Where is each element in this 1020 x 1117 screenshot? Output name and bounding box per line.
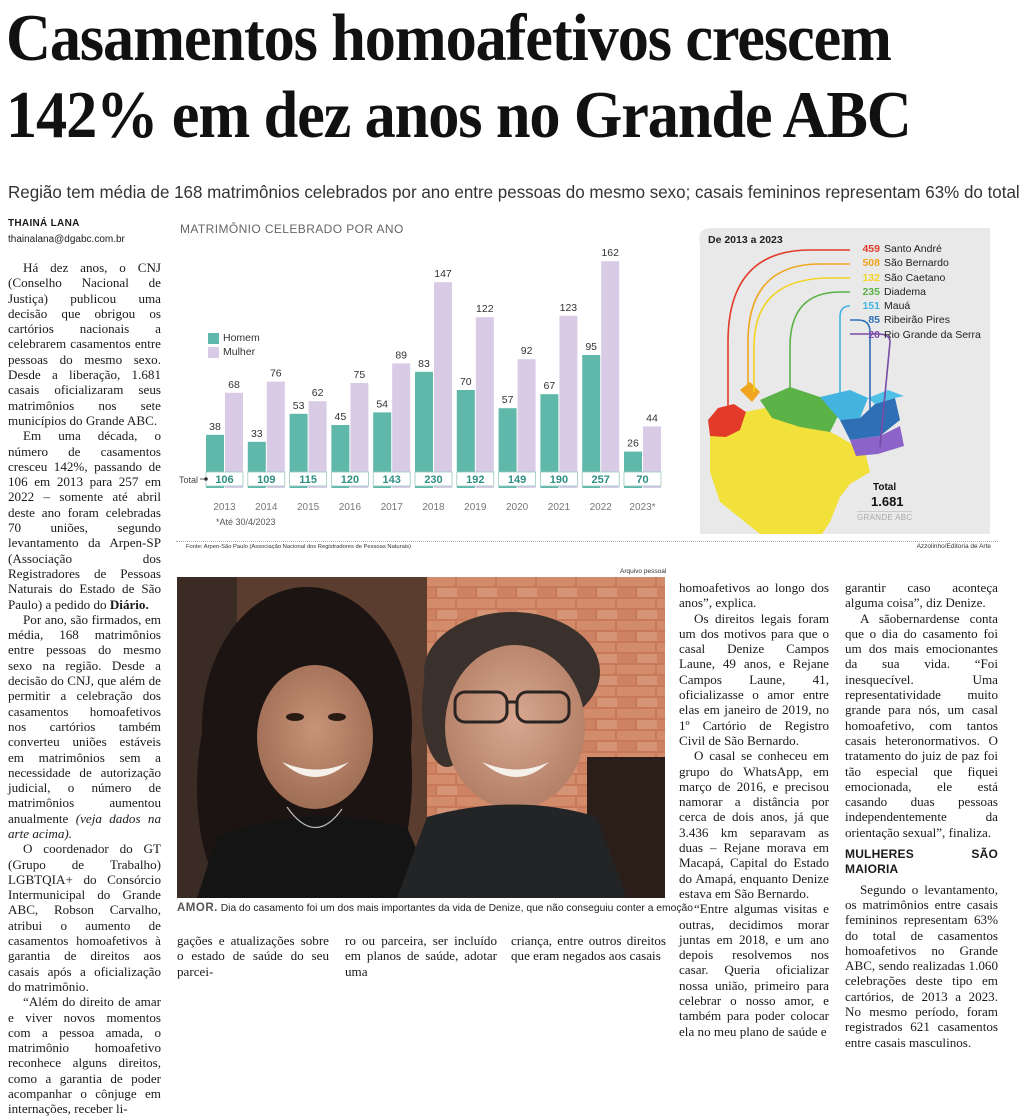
total-value: 192 xyxy=(466,474,485,486)
legend-swatch-men xyxy=(208,333,219,344)
paragraph: O casal se conheceu em grupo do WhatsApp, em março de 2016, e precisou namorar a distância por cerca de dois anos, já que 3.436 km separavam as duas – Rejane morava em Macapá, Capital do Estado do Amapá, enquanto Denize estava em São Bernardo. xyxy=(679,748,829,901)
chart-source: Fonte: Arpen-São Paulo (Associação Nacional dos Registradores de Pessoas Naturais) xyxy=(186,544,411,550)
city-count: 20 xyxy=(868,328,880,341)
paragraph: homoafetivos ao longo dos anos”, explica. xyxy=(679,580,829,611)
x-tick-label: 2022 xyxy=(589,502,612,513)
data-label-women: 122 xyxy=(476,303,494,316)
chart-footnote: *Até 30/4/2023 xyxy=(216,517,276,527)
map-city-list xyxy=(852,242,981,342)
data-label-men: 33 xyxy=(250,427,263,440)
article-column-3 xyxy=(679,580,829,1039)
map-total-label: Total xyxy=(873,482,897,493)
map-city-row xyxy=(852,256,981,270)
data-label-men: 45 xyxy=(334,411,347,423)
city-name: Diadema xyxy=(884,285,927,298)
bar-chart xyxy=(170,238,680,528)
data-label-women: 147 xyxy=(434,268,452,281)
x-tick-label: 2016 xyxy=(338,502,362,513)
bar-women xyxy=(559,316,577,488)
total-value: 230 xyxy=(424,474,443,486)
x-tick-label: 2015 xyxy=(296,502,320,513)
section-heading: MULHERES SÃO MAIORIA xyxy=(845,847,998,877)
data-label-men: 54 xyxy=(376,398,389,411)
x-tick-label: 2020 xyxy=(505,502,529,513)
bar-women xyxy=(518,359,536,488)
map-total-value: 1.681 xyxy=(871,494,904,509)
x-tick-label: 2013 xyxy=(213,502,236,513)
total-value: 106 xyxy=(215,474,234,486)
paragraph: Em uma década, o número de casamentos cresceu 142%, passando de 106 em 2013 para 257 em 2022 – somente até abril deste ano foram celebradas 70 uniões, segundo levantamento da Arpen-SP (Associação dos Registradores de Pessoas Naturais do Estado de São Paulo) a pedido do Diário. xyxy=(8,428,161,612)
city-name: São Caetano xyxy=(884,271,946,284)
chart-title: MATRIMÔNIO CELEBRADO POR ANO xyxy=(180,222,404,236)
paragraph: Por ano, são firmados, em média, 168 matrimônios entre pessoas do mesmo sexo na região. Desde a decisão do CNJ, que além de permitir a celebração dos casamentos homoafetivos nos cartórios também converteu uniões estáveis em matrimônios sem a necessidade de autorização judicial, o número de matrimônios aumentou anualmente (veja dados na arte acima). xyxy=(8,611,162,841)
map-period: De 2013 a 2023 xyxy=(708,234,783,246)
paragraph: Há dez anos, o CNJ (Conselho Nacional de Justiça) publicou uma decisão que obrigou os cartórios nacionais a celebrarem casamentos entre pessoas do mesmo sexo. Desde a liberação, 1.681 casais oficializaram seus matrimônios nos sete municípios do Grande ABC. xyxy=(8,260,161,428)
data-label-men: 26 xyxy=(627,437,639,450)
bar-women xyxy=(601,261,619,488)
city-name: Mauá xyxy=(884,300,911,313)
x-tick-label: 2021 xyxy=(547,502,571,513)
total-value: 149 xyxy=(507,474,527,486)
data-label-women: 62 xyxy=(311,387,324,400)
map-brand: GRANDE ABC xyxy=(857,513,913,522)
data-label-women: 68 xyxy=(228,378,240,391)
paragraph: Os direitos legais foram um dos motivos para que o casal Denize Campos Laune, 49 anos, e Rejane Campos Laune, 41, oficializasse o amor entre elas em janeiro de 2019, no 1º Cartório de Registro Civil de São Bernardo. xyxy=(679,610,829,748)
paragraph: gações e atualizações sobre o estado de saúde do seu parcei- xyxy=(177,933,329,979)
data-label-men: 70 xyxy=(459,376,472,388)
byline-author: THAINÁ LANA xyxy=(8,218,80,229)
city-name: Santo André xyxy=(884,243,942,255)
data-label-men: 83 xyxy=(418,357,430,370)
total-value: 115 xyxy=(299,474,317,486)
article-column-2a xyxy=(177,933,329,979)
city-count: 85 xyxy=(868,314,880,327)
bar-women xyxy=(434,282,452,488)
article-column-2c xyxy=(511,933,666,964)
caption-keyword: AMOR. xyxy=(177,902,218,914)
city-count: 235 xyxy=(862,285,880,298)
total-value: 143 xyxy=(382,474,401,486)
paragraph: garantir caso aconteça alguma coisa”, diz Denize. xyxy=(845,580,998,611)
map-city-row xyxy=(852,313,981,327)
total-value: 120 xyxy=(340,474,360,486)
total-value: 109 xyxy=(257,474,276,486)
x-tick-label: 2017 xyxy=(380,502,403,513)
bar-men xyxy=(415,372,433,488)
paragraph: ro ou parceira, ser incluído em planos de saúde, adotar uma xyxy=(345,933,497,979)
couple-photo xyxy=(177,577,665,898)
data-label-women: 75 xyxy=(353,369,366,381)
headline xyxy=(6,0,929,154)
art-credit: Azzolinho/Editoria de Arte xyxy=(916,543,991,550)
x-tick-label: 2014 xyxy=(255,502,278,513)
total-value: 257 xyxy=(591,474,610,486)
city-count: 459 xyxy=(862,243,880,255)
city-count: 132 xyxy=(862,271,880,284)
x-tick-label: 2023* xyxy=(629,502,656,513)
data-label-men: 38 xyxy=(209,420,221,433)
x-tick-label: 2018 xyxy=(422,502,445,513)
bar-women xyxy=(476,317,494,488)
divider xyxy=(176,541,998,542)
paragraph: “Além do direito de amar e viver novos momentos com a pessoa amada, o matrimônio homoafetivo reconhece alguns direitos, como a garantia de poder acompanhar o cônjuge em internações, receber li- xyxy=(8,994,161,1117)
city-name: São Bernardo xyxy=(884,257,949,270)
city-name: Ribeirão Pires xyxy=(884,314,950,327)
paragraph: A sãobernardense conta que o dia do casamento foi um dos mais emocionantes da sua vida. “Foi inesquecível. Uma representatividade muito grande para nós, um casal homoafetivo, com tantos casais heteronormativos. O tratamento do juiz de paz foi tão especial que fiquei emocionada, ele está casando duas pessoas independentemente da orientação sexual”, finaliza. xyxy=(845,610,998,840)
city-count: 508 xyxy=(862,257,880,270)
x-tick-label: 2019 xyxy=(464,502,487,513)
bar-women xyxy=(392,363,410,488)
map-city-row xyxy=(852,271,981,285)
headline-line-1: Casamentos homoafetivos crescem xyxy=(6,1,891,75)
city-name: Rio Grande da Serra xyxy=(884,328,981,341)
photo-credit: Arquivo pessoal xyxy=(620,568,667,575)
caption-text: Dia do casamento foi um dos mais importantes da vida de Denize, que não conseguiu conter a emoção xyxy=(220,903,693,914)
map-city-row xyxy=(852,299,981,313)
totals-pointer-dot xyxy=(204,477,208,481)
photo-caption xyxy=(177,902,693,914)
data-label-women: 89 xyxy=(395,349,408,362)
data-label-men: 67 xyxy=(543,380,556,393)
totals-label: Total xyxy=(179,475,199,485)
paragraph: O coordenador do GT (Grupo de Trabalho) LGBTQIA+ do Consórcio Intermunicipal do Grande ABC, Robson Carvalho, atribui o aumento de casamentos homoafetivos à garantia de direitos aos casais após a oficialização do matrimônio. xyxy=(8,841,161,994)
paragraph: Segundo o levantamento, os matrimônios entre casais femininos representam 63% do total de casamentos homoafetivos no Grande ABC, sendo realizadas 1.060 celebrações deste tipo em cartórios, de 2013 a 2023. No mesmo período, foram registrados 621 casamentos entre casais masculinos. xyxy=(845,881,998,1050)
data-label-women: 123 xyxy=(559,301,578,314)
map-city-row xyxy=(852,328,981,342)
data-label-women: 76 xyxy=(269,367,282,380)
data-label-women: 162 xyxy=(601,247,619,260)
data-label-men: 53 xyxy=(292,399,305,412)
article-column-4 xyxy=(845,580,998,1050)
map-city-row xyxy=(852,285,981,299)
chart-legend xyxy=(208,331,260,359)
legend-item-men: Homem xyxy=(208,331,260,345)
legend-item-women: Mulher xyxy=(208,345,260,359)
byline-email: thainalana@dgabc.com.br xyxy=(8,234,125,245)
total-value: 190 xyxy=(549,474,569,486)
paragraph: criança, entre outros direitos que eram negados aos casais xyxy=(511,933,666,964)
total-value: 70 xyxy=(636,474,649,486)
data-label-men: 95 xyxy=(585,341,598,353)
data-label-men: 57 xyxy=(501,394,514,407)
subheadline: Região tem média de 168 matrimônios celebrados por ano entre pessoas do mesmo sexo; casais femininos representam 63% do total xyxy=(8,182,1020,202)
article-column-2b xyxy=(345,933,497,979)
data-label-women: 44 xyxy=(646,412,658,425)
legend-swatch-women xyxy=(208,347,219,358)
bar-men xyxy=(582,355,600,488)
paragraph: “Entre algumas visitas e outras, decidimos morar juntas em 2018, e um ano depois resolvemos nos casar. Queria oficializar nossa união, primeiro para celebrar o nosso amor, e também para poder colocar ela no meu plano de saúde e xyxy=(679,901,829,1039)
data-label-women: 92 xyxy=(520,345,533,358)
city-count: 151 xyxy=(862,300,880,313)
map-city-row xyxy=(852,242,981,256)
article-column-1 xyxy=(8,260,161,1117)
headline-line-2: 142% em dez anos no Grande ABC xyxy=(6,78,911,152)
